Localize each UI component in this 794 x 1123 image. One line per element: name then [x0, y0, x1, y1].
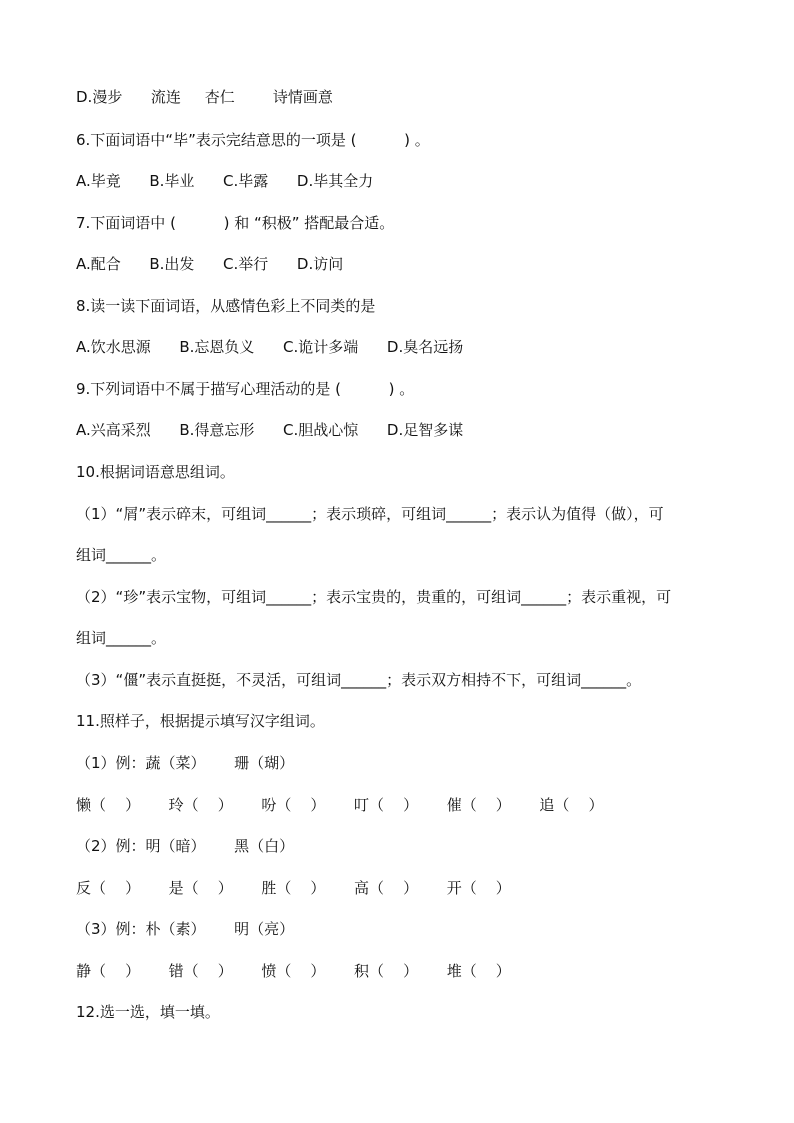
q10-part2-cont: 组词______。: [76, 629, 167, 647]
q9-options: A.兴高采烈 B.得意忘形 C.胆战心惊 D.足智多谋: [76, 421, 464, 439]
q10-part2: （2）“珍”表示宝物，可组词______；表示宝贵的，贵重的，可组词______；表示重视，可: [76, 588, 672, 606]
q11-example3: （3）例：朴（素） 明（亮）: [76, 920, 295, 938]
q10-part3: （3）“僵”表示直挺挺，不灵活，可组词______；表示双方相持不下，可组词______。: [76, 671, 642, 689]
q7-stem: 7.下面词语中 ( ) 和 “积极” 搭配最合适。: [76, 214, 395, 232]
q11-example2: （2）例：明（暗） 黑（白）: [76, 837, 295, 855]
q11-stem: 11.照样子，根据提示填写汉字组词。: [76, 712, 325, 730]
q12-stem: 12.选一选，填一填。: [76, 1003, 220, 1021]
q10-part1: （1）“屑”表示碎末，可组词______；表示琐碎，可组词______；表示认为值得（做），可: [76, 505, 664, 523]
q8-options: A.饮水思源 B.忘恩负义 C.诡计多端 D.臭名远扬: [76, 338, 464, 356]
q6-stem: 6.下面词语中“毕”表示完结意思的一项是 ( ) 。: [76, 131, 430, 149]
q7-options: A.配合 B.出发 C.举行 D.访问: [76, 255, 344, 273]
q11-row1: 懒（ ） 玲（ ） 吩（ ） 叮（ ） 催（ ） 追（ ）: [76, 796, 604, 814]
q6-options: A.毕竟 B.毕业 C.毕露 D.毕其全力: [76, 172, 374, 190]
q5-option-d: D.漫步 流连 杏仁 诗情画意: [76, 88, 333, 106]
q8-stem: 8.读一读下面词语，从感情色彩上不同类的是: [76, 297, 376, 315]
q11-row2: 反（ ） 是（ ） 胜（ ） 高（ ） 开（ ）: [76, 879, 511, 897]
q9-stem: 9.下列词语中不属于描写心理活动的是 ( ) 。: [76, 380, 415, 398]
q10-part1-cont: 组词______。: [76, 546, 167, 564]
q11-example1: （1）例：蔬（菜） 珊（瑚）: [76, 754, 295, 772]
q10-stem: 10.根据词语意思组词。: [76, 463, 235, 481]
q11-row3: 静（ ） 错（ ） 愤（ ） 积（ ） 堆（ ）: [76, 962, 511, 980]
